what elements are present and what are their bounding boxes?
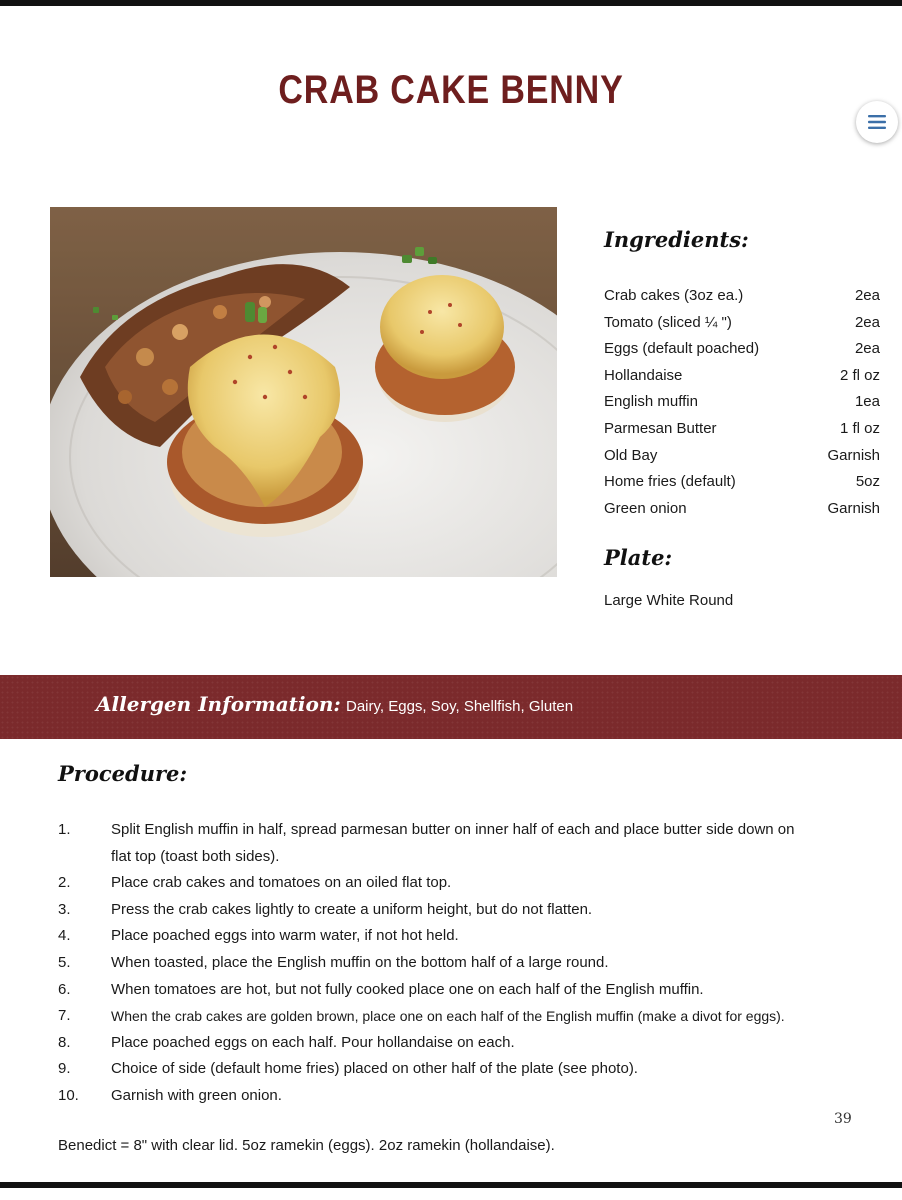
step-text: When toasted, place the English muffin on the bottom half of a large round. (111, 953, 609, 971)
hamburger-menu-icon (867, 114, 887, 130)
step-number: 7. (58, 1007, 71, 1025)
step-text: Place poached eggs on each half. Pour hollandaise on each. (111, 1033, 515, 1051)
step-number: 8. (58, 1033, 71, 1051)
procedure-step (58, 870, 878, 897)
step-text: When the crab cakes are golden brown, place one on each half of the English muffin (make a divot for eggs). (111, 1008, 785, 1025)
procedure-step (58, 1056, 878, 1083)
page-number: 39 (834, 1111, 852, 1127)
ingredient-qty: 2ea (854, 287, 880, 304)
step-text: Split English muffin in half, spread parmesan butter on inner half of each and place butter side down on flat top (toast both sides). (111, 821, 795, 865)
procedure-step (58, 923, 878, 950)
ingredient-qty: Garnish (827, 446, 880, 464)
plate-heading: Plate: (604, 545, 673, 570)
ingredient-name: Eggs (default poached) (604, 340, 760, 358)
ingredient-qty: 2ea (854, 340, 880, 358)
procedure-step (58, 1030, 878, 1057)
step-number: 4. (58, 927, 71, 945)
step-text: Garnish with green onion. (111, 1086, 282, 1104)
procedure-step (58, 977, 878, 1004)
step-number: 5. (58, 953, 71, 971)
ingredient-qty: 1 fl oz (839, 419, 880, 437)
ingredient-qty: 1ea (854, 393, 880, 411)
step-number: 1. (58, 821, 71, 838)
step-number: 3. (58, 900, 71, 918)
procedure-step (58, 950, 878, 977)
page-border-bottom (0, 1182, 902, 1188)
ingredient-row (604, 416, 880, 443)
ingredient-name: Crab cakes (3oz ea.) (604, 287, 744, 304)
ingredients-heading: Ingredients: (604, 227, 749, 252)
procedure-step (58, 817, 878, 870)
ingredient-row (604, 496, 880, 523)
ingredient-name: Parmesan Butter (604, 419, 717, 437)
procedure-heading: Procedure: (58, 761, 188, 786)
ingredient-row (604, 310, 880, 337)
procedure-step (58, 1083, 878, 1110)
ingredients-list (604, 283, 880, 522)
ingredient-name: Hollandaise (604, 366, 683, 384)
ingredient-row (604, 443, 880, 470)
ingredient-name: Home fries (default) (604, 473, 736, 491)
ingredient-row (604, 363, 880, 390)
page-border-top (0, 0, 902, 6)
page-title: CRAB CAKE BENNY (278, 68, 624, 112)
ingredient-name: Old Bay (604, 446, 658, 464)
procedure-step (58, 897, 878, 924)
procedure-step (58, 1003, 878, 1030)
ingredient-name: English muffin (604, 393, 698, 411)
dish-photo (50, 207, 557, 577)
ingredient-row (604, 336, 880, 363)
ingredient-qty: Garnish (827, 499, 880, 517)
step-text: Place poached eggs into warm water, if not hot held. (111, 927, 459, 945)
footer-note: Benedict = 8" with clear lid. 5oz ramekin (eggs). 2oz ramekin (hollandaise). (58, 1137, 555, 1154)
step-text: Choice of side (default home fries) placed on other half of the plate (see photo). (111, 1060, 638, 1078)
step-number: 9. (58, 1060, 71, 1078)
ingredient-qty: 2 fl oz (839, 366, 880, 384)
allergen-label: Allergen Information: (96, 692, 341, 716)
step-text: When tomatoes are hot, but not fully cooked place one on each half of the English muffin. (111, 980, 704, 998)
step-number: 10. (58, 1086, 79, 1104)
ingredient-name: Green onion (604, 499, 687, 517)
ingredient-row (604, 389, 880, 416)
ingredient-row (604, 283, 880, 310)
step-text: Press the crab cakes lightly to create a uniform height, but do not flatten. (111, 900, 593, 918)
menu-button[interactable] (856, 101, 898, 143)
ingredient-row (604, 469, 880, 496)
ingredient-name: Tomato (sliced ¼ ") (604, 313, 732, 331)
step-number: 6. (58, 980, 71, 998)
ingredient-qty: 5oz (855, 473, 880, 491)
step-number: 2. (58, 874, 71, 892)
step-text: Place crab cakes and tomatoes on an oiled flat top. (111, 874, 452, 892)
ingredient-qty: 2ea (854, 313, 880, 331)
allergen-value: Dairy, Eggs, Soy, Shellfish, Gluten (346, 698, 574, 715)
procedure-list (58, 817, 878, 1110)
plate-value: Large White Round (604, 592, 734, 609)
